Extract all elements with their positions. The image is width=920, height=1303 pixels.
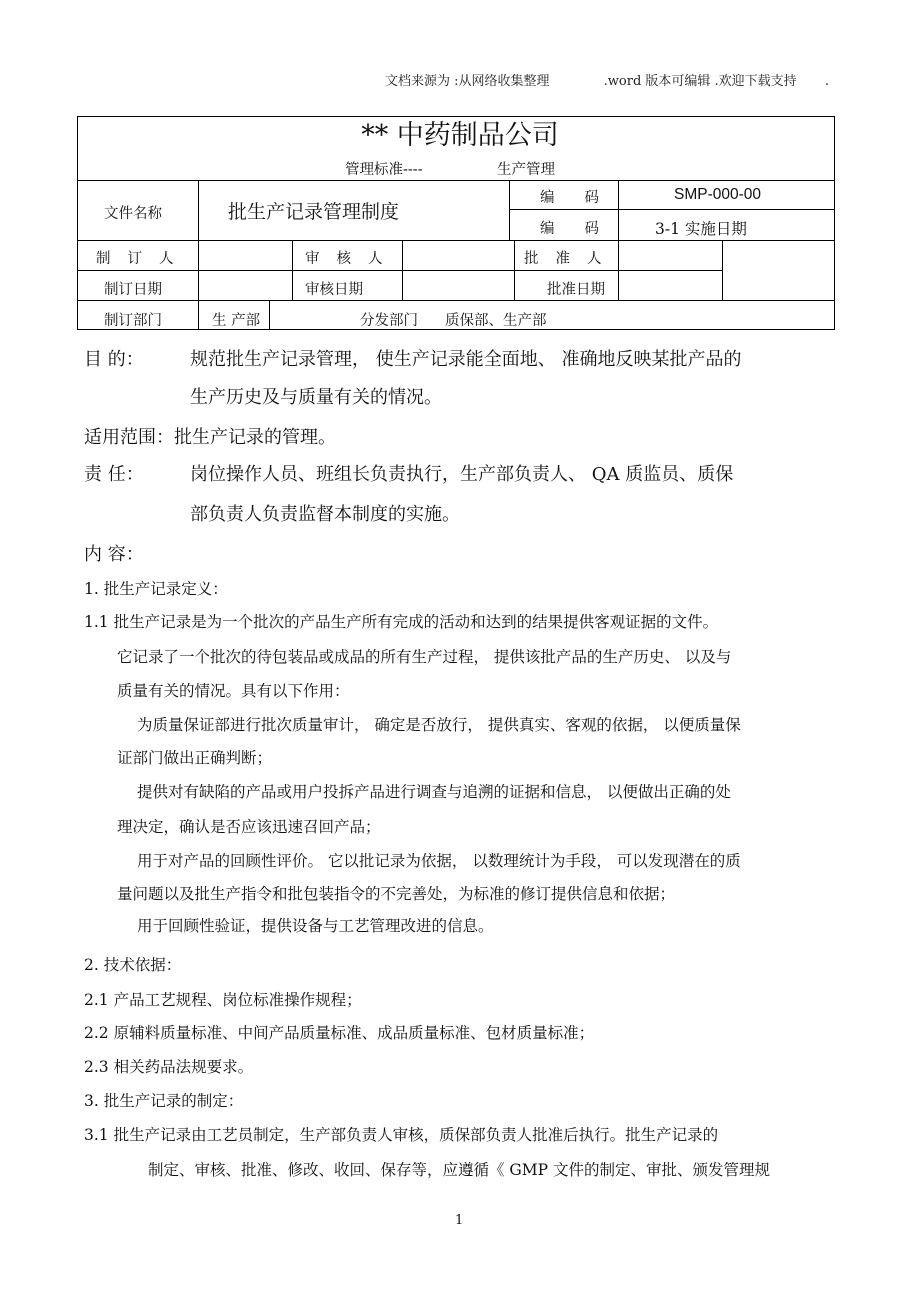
- table-rule: [292, 240, 293, 300]
- table-rule: [77, 270, 722, 271]
- body-line: 用于回顾性验证，提供设备与工艺管理改进的信息。: [137, 917, 494, 935]
- standard-label: 管理标准----: [345, 162, 423, 178]
- table-rule: [509, 180, 510, 240]
- responsibility-text: 部负责人负责监督本制度的实施。: [190, 504, 460, 525]
- code-label-1: 编码: [540, 190, 629, 206]
- body-line: 2. 技术依据：: [84, 956, 182, 974]
- body-line: 证部门做出正确判断；: [117, 749, 273, 767]
- drafter-label: 制订人: [96, 251, 191, 267]
- table-rule: [509, 209, 835, 210]
- doc-name-label: 文件名称: [104, 206, 162, 222]
- distribution-value: 质保部、生产部: [445, 313, 547, 329]
- code-value-2: 3-1 实施日期: [655, 220, 747, 238]
- approve-date-label: 批准日期: [547, 282, 605, 298]
- purpose-text: 规范批生产记录管理， 使生产记录能全面地、 准确地反映某批产品的: [190, 349, 742, 370]
- table-rule: [77, 180, 835, 181]
- responsibility-text: 岗位操作人员、班组长负责执行，生产部负责人、 QA 质监员、质保: [190, 464, 734, 485]
- table-rule: [722, 240, 723, 300]
- scope-text: 适用范围：批生产记录的管理。: [84, 427, 336, 448]
- draft-dept-label: 制订部门: [104, 313, 162, 329]
- draft-dept-value: 生 产部: [212, 313, 261, 329]
- reviewer-label: 审核人: [305, 251, 400, 267]
- draft-date-label: 制订日期: [104, 282, 162, 298]
- approver-label: 批准人: [524, 251, 619, 267]
- body-line: 量问题以及批生产指令和批包装指令的不完善处，为标准的修订提供信息和依据；: [117, 885, 676, 903]
- body-line: 为质量保证部进行批次质量审计， 确定是否放行， 提供真实、客观的依据， 以便质量保: [137, 716, 741, 734]
- purpose-label: 目 的：: [84, 349, 144, 370]
- page-number: 1: [455, 1213, 464, 1228]
- body-line: 2.2 原辅料质量标准、中间产品质量标准、成品质量标准、包材质量标准；: [84, 1024, 595, 1042]
- body-line: 用于对产品的回顾性评价。 它以批记录为依据， 以数理统计为手段， 可以发现潜在的质: [137, 852, 741, 870]
- body-line: 2.3 相关药品法规要求。: [84, 1058, 254, 1076]
- body-line: 1.1 批生产记录是为一个批次的产品生产所有完成的活动和达到的结果提供客观证据的文件。: [84, 613, 719, 631]
- table-rule: [77, 300, 835, 301]
- header-dot: .: [824, 74, 829, 89]
- distribution-label: 分发部门: [360, 313, 418, 329]
- content-label: 内 容：: [84, 544, 144, 565]
- table-rule: [402, 240, 403, 300]
- standard-value: 生产管理: [497, 162, 555, 178]
- table-rule: [198, 180, 199, 330]
- body-line: 它记录了一个批次的待包装品或成品的所有生产过程， 提供该批产品的生产历史、 以及与: [117, 648, 732, 666]
- purpose-text: 生产历史及与质量有关的情况。: [190, 387, 442, 408]
- code-value-1: SMP-000-00: [674, 186, 762, 203]
- header-note: [385, 70, 843, 89]
- header-edit: .word 版本可编辑 .欢迎下载支持: [603, 74, 797, 89]
- body-line: 3. 批生产记录的制定：: [84, 1092, 244, 1110]
- body-line: 1. 批生产记录定义：: [84, 580, 228, 598]
- body-line: 3.1 批生产记录由工艺员制定，生产部负责人审核，质保部负责人批准后执行。批生产记录的: [84, 1126, 719, 1144]
- responsibility-label: 责 任：: [84, 464, 144, 485]
- table-rule: [514, 240, 515, 300]
- doc-name: 批生产记录管理制度: [228, 201, 400, 223]
- body-line: 2.1 产品工艺规程、岗位标准操作规程；: [84, 991, 362, 1009]
- review-date-label: 审核日期: [305, 282, 363, 298]
- code-label-2: 编码: [540, 221, 629, 237]
- company-name: ** 中药制品公司: [361, 120, 559, 151]
- table-rule: [269, 300, 270, 330]
- body-line: 提供对有缺陷的产品或用户投拆产品进行调查与追溯的证据和信息， 以便做出正确的处: [137, 783, 731, 801]
- body-line: 理决定，确认是否应该迅速召回产品；: [117, 818, 381, 836]
- header-source: 文档来源为 :从网络收集整理: [385, 74, 550, 89]
- body-line: 质量有关的情况。具有以下作用：: [117, 682, 350, 700]
- body-line: 制定、审核、批准、修改、收回、保存等，应遵循《 GMP 文件的制定、审批、颁发管理规: [148, 1161, 771, 1179]
